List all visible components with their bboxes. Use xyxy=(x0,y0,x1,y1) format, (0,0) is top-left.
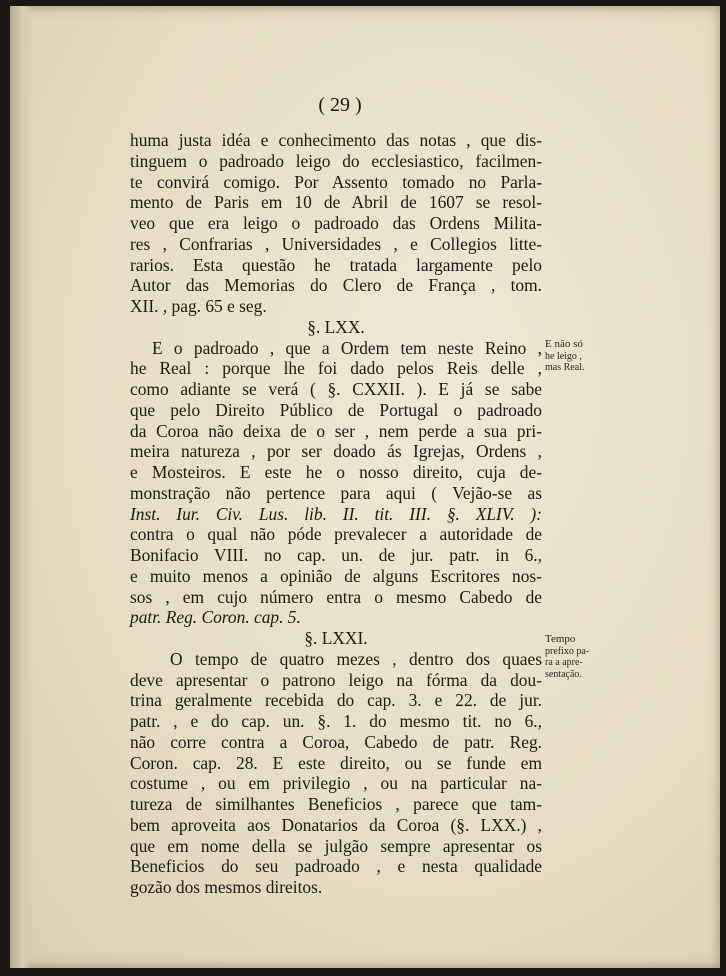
section-heading-lxxi: §. LXXI. xyxy=(304,628,368,648)
text-line: contra o qual não póde prevalecer a autoridade de xyxy=(130,524,542,545)
margin-note-line: ra a apre- xyxy=(545,657,583,668)
text-line: E o padroado , que a Ordem tem neste Reino , xyxy=(152,337,542,358)
text-line: meira natureza , por ser doado ás Igrejas, Ordens , xyxy=(130,441,542,462)
text-line: como adiante se verá ( §. CXXII. ). E já se sabe xyxy=(130,379,542,399)
section-heading-lxx: §. LXX. xyxy=(307,316,365,337)
text-line: costume , ou em privilegio , ou na particular na- xyxy=(130,773,542,794)
text-line: huma justa idéa e conhecimento das notas , que dis- xyxy=(130,130,542,150)
text-line: te convirá comigo. Por Assento tomado no Parla- xyxy=(130,171,542,192)
text-line: veo que era leigo o padroado das Ordens Milita- xyxy=(130,213,542,233)
text-line: e Mosteiros. E este he o nosso direito, cuja de- xyxy=(130,462,542,482)
body-text xyxy=(130,130,542,898)
text-line: não corre contra a Coroa, Cabedo de patr. Reg. xyxy=(130,731,542,752)
text-line: rarios. Esta questão he tratada largamente pelo xyxy=(130,254,542,275)
text-line: patr. , e do cap. un. §. 1. do mesmo tit. no 6., xyxy=(130,711,542,731)
text-line: que pelo Direito Público de Portugal o padroado xyxy=(130,399,542,420)
text-line: monstração não pertence para aqui ( Vejão-se as xyxy=(130,482,542,503)
text-line: bem aproveita aos Donatarios da Coroa (§. LXX.) , xyxy=(130,814,542,835)
text-line: Beneficios do seu padroado , e nesta qualidade xyxy=(130,856,542,877)
text-line: res , Confrarias , Universidades , e Collegios litte- xyxy=(130,233,542,254)
book-spine-shadow xyxy=(10,6,32,968)
text-line: e muito menos a opinião de alguns Escritores nos- xyxy=(130,565,542,586)
text-line: Coron. cap. 28. E este direito, ou se funde em xyxy=(130,752,542,773)
text-line: que em nome della se julgão sempre apresentar os xyxy=(130,835,542,856)
text-line: Inst. Iur. Civ. Lus. lib. II. tit. III. §. XLIV. ): xyxy=(130,503,542,524)
text-line: tureza de similhantes Beneficios , parece que tam- xyxy=(130,794,542,814)
page-number: ( 29 ) xyxy=(318,94,362,116)
margin-note-line: Tempo xyxy=(545,633,576,645)
book-page xyxy=(10,6,720,968)
text-line: tinguem o padroado leigo do ecclesiastico, facilmen- xyxy=(130,150,542,171)
margin-note-1 xyxy=(545,339,605,374)
text-line: trina geralmente recebida do cap. 3. e 22. de jur. xyxy=(130,690,542,711)
margin-note-line: he leigo , xyxy=(545,350,582,362)
text-line: gozão dos mesmos direitos. xyxy=(130,877,323,897)
text-line: Autor das Memorias do Clero de França , tom. xyxy=(130,275,542,296)
text-line: da Coroa não deixa de o ser , nem perde a sua pri- xyxy=(130,420,542,441)
text-line: Bonifacio VIII. no cap. un. de jur. patr. in 6., xyxy=(130,545,542,565)
text-line: patr. Reg. Coron. cap. 5. xyxy=(130,607,301,628)
text-line: deve apresentar o patrono leigo na fórma da dou- xyxy=(130,669,542,690)
margin-note-line: sentação. xyxy=(545,668,582,680)
margin-note-line: mas Real. xyxy=(545,362,585,373)
margin-note-line: prefixo pa- xyxy=(545,645,590,657)
text-line: sos , em cujo número entra o mesmo Cabedo de xyxy=(130,586,542,607)
margin-note-line: E não só xyxy=(545,338,583,350)
text-line: O tempo de quatro mezes , dentro dos quaes xyxy=(170,648,542,669)
margin-note-2 xyxy=(545,634,605,680)
text-line: he Real : porque lhe foi dado pelos Reis delle , xyxy=(130,358,542,379)
text-line: mento de Paris em 10 de Abril de 1607 se resol- xyxy=(130,192,542,213)
text-line: XII. , pag. 65 e seg. xyxy=(130,296,267,316)
